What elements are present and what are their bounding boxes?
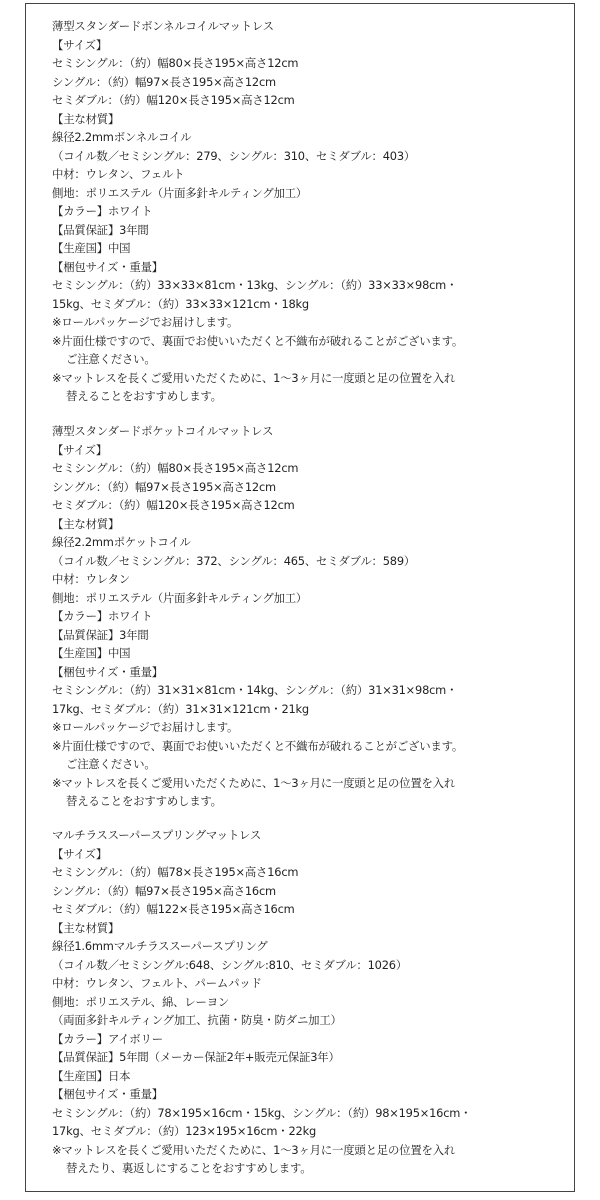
spec-line: 【サイズ】 [52,37,108,52]
spec-line: 【主な材質】 [52,920,120,935]
spec-line: ※片面仕様ですので、裏面でお使いいただくと不織布が破れることがございます。 [52,738,464,753]
spec-line: 替えることをおすすめします。 [66,389,222,403]
spec-line: 【主な材質】 [52,111,120,126]
spec-line: 【生産国】中国 [52,646,131,660]
product-title: 薄型スタンダードボンネルコイルマットレス [52,19,274,33]
spec-line: セミダブル：（約）幅122×長さ195×高さ16cm [52,902,295,916]
spec-line: ※マットレスを長くご愛用いただくために、1〜3ヶ月に一度頭と足の位置を入れ [52,1142,456,1157]
spec-line: 17kg、セミダブル：（約）123×195×16cm・22kg [52,1124,317,1138]
spec-line: ※マットレスを長くご愛用いただくために、1〜3ヶ月に一度頭と足の位置を入れ [52,370,456,385]
spec-line: 替えることをおすすめします。 [66,794,222,808]
product-spec-bonnell [52,17,582,406]
spec-line: ※マットレスを長くご愛用いただくために、1〜3ヶ月に一度頭と足の位置を入れ [52,775,456,790]
spec-line: セミシングル：（約）幅78×長さ195×高さ16cm [52,865,299,879]
spec-line: 側地：ポリエステル（片面多針キルティング加工） [52,185,308,200]
spec-line: 替えたり、裏返しにすることをおすすめします。 [66,1161,312,1175]
spec-line: 【主な材質】 [52,516,120,531]
spec-line: 【サイズ】 [52,846,108,861]
spec-line: （コイル数／セミシングル：372、シングル：465、セミダブル：589） [52,553,416,568]
spec-line: セミシングル：（約）幅80×長さ195×高さ12cm [52,461,299,475]
spec-line: 中材：ウレタン、フェルト、パームパッド [52,976,262,990]
spec-line: 【梱包サイズ・重量】 [52,664,163,679]
spec-line: 【品質保証】5年間（メーカー保証2年+販売元保証3年） [52,1050,340,1064]
product-spec-pocket [52,422,582,811]
spec-line: ご注意ください。 [66,352,156,366]
spec-line: セミシングル：（約）幅80×長さ195×高さ12cm [52,56,299,70]
spec-line: （両面多針キルティング加工、抗菌・防臭・防ダニ加工） [52,1013,342,1027]
spec-line: 【サイズ】 [52,442,108,457]
spec-line: ご注意ください。 [66,757,156,771]
spec-line: 【梱包サイズ・重量】 [52,1087,163,1101]
spec-line: セミシングル：（約）78×195×16cm・15kg、シングル：（約）98×195×16cm・ [52,1105,472,1120]
spec-line: 17kg、セミダブル：（約）31×31×121cm・21kg [52,701,309,716]
spec-line: セミシングル：（約）33×33×81cm・13kg、シングル：（約）33×33×98cm・ [52,278,458,292]
spec-line: ※ロールパッケージでお届けします。 [52,315,239,329]
spec-line: シングル：（約）幅97×長さ195×高さ12cm [52,479,276,494]
spec-line: シングル：（約）幅97×長さ195×高さ12cm [52,74,276,89]
spec-line: （コイル数／セミシングル:648、シングル:810、セミダブル：1026） [52,957,408,972]
spec-line: セミシングル：（約）31×31×81cm・14kg、シングル：（約）31×31×98cm・ [52,683,458,697]
spec-line: 15kg、セミダブル：（約）33×33×121cm・18kg [52,296,309,311]
product-spec-multilath [52,826,582,1178]
spec-line: シングル：（約）幅97×長さ195×高さ16cm [52,883,276,898]
product-title: マルチラススーパースプリングマットレス [52,828,262,842]
spec-line: 【生産国】中国 [52,241,131,255]
spec-line: 中材：ウレタン、フェルト [52,167,185,181]
spec-line: 線径1.6mmマルチラススーパースプリング [52,939,268,953]
spec-line: 側地：ポリエステル（片面多針キルティング加工） [52,590,308,605]
spec-line: 【カラー】ホワイト [52,204,153,218]
spec-line: セミダブル：（約）幅120×長さ195×高さ12cm [52,498,295,512]
product-title: 薄型スタンダードポケットコイルマットレス [52,424,274,438]
spec-line: 【梱包サイズ・重量】 [52,259,163,274]
spec-line: 【カラー】アイボリー [52,1031,163,1046]
spec-line: （コイル数／セミシングル：279、シングル：310、セミダブル：403） [52,148,416,163]
spec-line: 【生産国】日本 [52,1068,131,1083]
spec-line: 【品質保証】3年間 [52,222,149,237]
spec-line: 線径2.2mmボンネルコイル [52,130,192,144]
spec-line: 【カラー】ホワイト [52,609,153,623]
spec-line: セミダブル：（約）幅120×長さ195×高さ12cm [52,93,295,107]
spec-line: ※片面仕様ですので、裏面でお使いいただくと不織布が破れることがございます。 [52,333,464,348]
spec-line: ※ロールパッケージでお届けします。 [52,720,239,734]
spec-line: 線径2.2mmポケットコイル [52,535,191,549]
spec-line: 側地：ポリエステル、綿、レーヨン [52,994,230,1009]
spec-line: 【品質保証】3年間 [52,627,149,642]
spec-line: 中材：ウレタン [52,572,130,586]
